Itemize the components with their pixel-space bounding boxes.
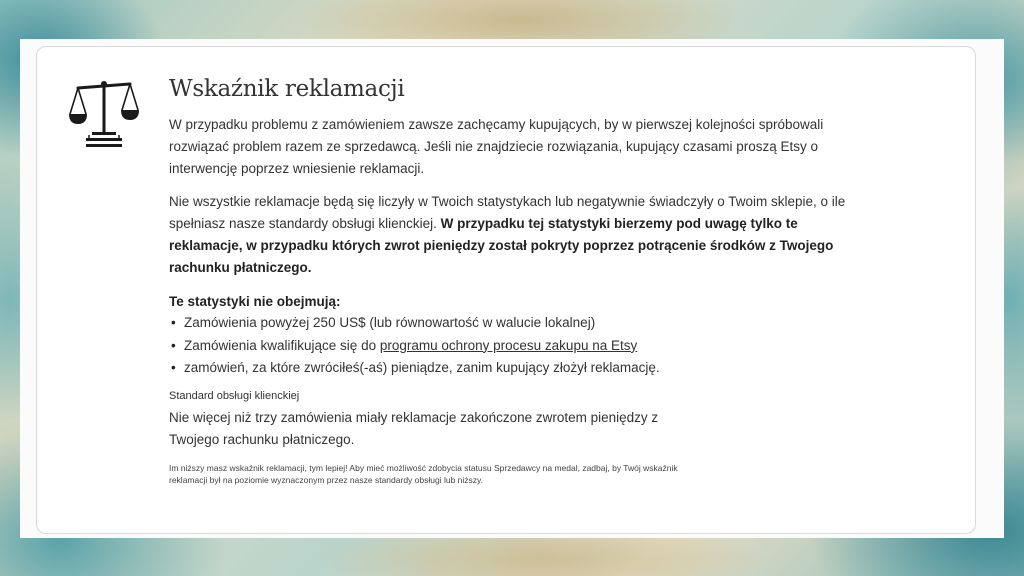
exclusions-heading: Te statystyki nie obejmują: — [169, 294, 341, 309]
note-bold-text: W przypadku tej statystyki bierzemy pod uwagę tylko te reklamacje, w przypadku których zwrot pieniędzy został pokryty poprzez potrącenie środków z Twojego rachunku płatniczego. — [169, 216, 834, 275]
card-content — [169, 76, 869, 487]
purchase-protection-link[interactable]: programu ochrony procesu zakupu na Etsy — [379, 337, 638, 353]
page-title: Wskaźnik reklamacji — [169, 76, 405, 102]
intro-paragraph: W przypadku problemu z zamówieniem zawsze zachęcamy kupujących, by w pierwszej kolejności spróbowali rozwiązać problem razem ze sprzedawcą. Jeśli nie znajdziecie rozwiązania, kupujący czasami proszą Etsy o interwencję poprzez wniesienie reklamacji. — [169, 117, 824, 176]
footnote: Im niższy masz wskaźnik reklamacji, tym lepiej! Aby mieć możliwość zdobycia statusu Sprzedawcy na medal, zadbaj, by Twój wskaźnik reklamacji był na poziomie wyznaczonym przez nasze standardy obsługi lub niższy. — [169, 462, 678, 485]
list-item: • Zamówienia kwalifikujące się do programu ochrony procesu zakupu na Etsy — [169, 335, 869, 358]
note-plain-text: Nie wszystkie reklamacje będą się liczyły w Twoich statystykach lub negatywnie świadczyły o Twoim sklepie, o ile spełniasz nasze standardy obsługi klienckiej. — [169, 194, 846, 231]
standard-text: Nie więcej niż trzy zamówienia miały reklamacje zakończone zwrotem pieniędzy z Twojego rachunku płatniczego. — [169, 409, 659, 447]
scale-of-justice-icon — [66, 78, 140, 148]
list-item: • Zamówienia powyżej 250 US$ (lub równowartość w walucie lokalnej) — [169, 312, 869, 335]
list-item: • zamówień, za które zwróciłeś(-aś) pieniądze, zanim kupujący złożył reklamację. — [169, 357, 869, 380]
exclusions-list — [169, 312, 869, 380]
note-paragraph — [169, 191, 869, 279]
standard-label: Standard obsługi klienckiej — [169, 389, 300, 402]
